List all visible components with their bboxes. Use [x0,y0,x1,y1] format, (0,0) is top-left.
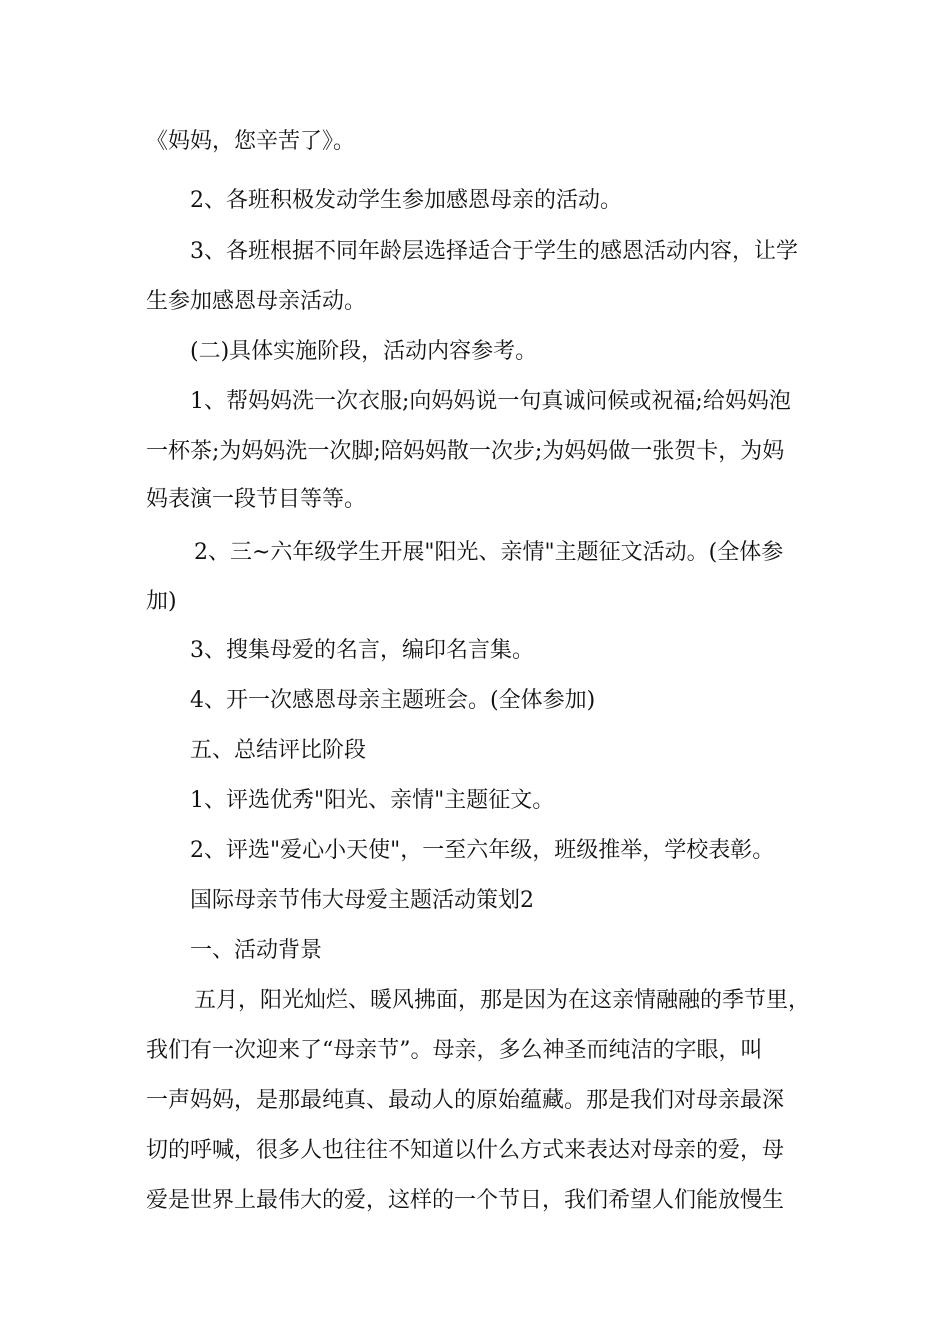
text-line: 加) [146,589,177,614]
text-line: 3、各班根据不同年龄层选择适合于学生的感恩活动内容，让学 [190,239,798,264]
text-line: 生参加感恩母亲活动。 [146,289,367,314]
document-title: 国际母亲节伟大母爱主题活动策划2 [190,888,534,913]
text-line: 2、三~六年级学生开展"阳光、亲情"主题征文活动。(全体参 [194,540,784,565]
text-line: 1、帮妈妈洗一次衣服;向妈妈说一句真诚问候或祝福;给妈妈泡 [190,389,791,414]
text-line: 爱是世界上最伟大的爱，这样的一个节日，我们希望人们能放慢生 [146,1188,785,1213]
text-line: 切的呼喊，很多人也往往不知道以什么方式来表达对母亲的爱，母 [146,1138,785,1163]
text-line: 3、搜集母爱的名言，编印名言集。 [190,638,534,663]
text-line: 妈表演一段节目等等。 [146,487,367,512]
text-line: 我们有一次迎来了“母亲节”。母亲，多么神圣而纯洁的字眼，叫 [146,1038,763,1063]
text-line: 2、各班积极发动学生参加感恩母亲的活动。 [190,188,622,213]
text-line: 1、评选优秀"阳光、亲情"主题征文。 [190,788,555,813]
text-line: 4、开一次感恩母亲主题班会。(全体参加) [190,688,596,713]
section-heading: 一、活动背景 [190,938,323,963]
section-heading: 五、总结评比阶段 [190,738,367,763]
text-line: 一声妈妈，是那最纯真、最动人的原始蕴藏。那是我们对母亲最深 [146,1088,785,1113]
text-line: 五月，阳光灿烂、暖风拂面，那是因为在这亲情融融的季节里， [194,988,811,1013]
text-line: 《妈妈，您辛苦了》。 [146,129,356,154]
section-heading: (二)具体实施阶段，活动内容参考。 [190,339,538,364]
text-line: 2、评选"爱心小天使"，一至六年级，班级推举，学校表彰。 [190,838,775,863]
text-line: 一杯茶;为妈妈洗一次脚;陪妈妈散一次步;为妈妈做一张贺卡，为妈 [146,439,785,464]
